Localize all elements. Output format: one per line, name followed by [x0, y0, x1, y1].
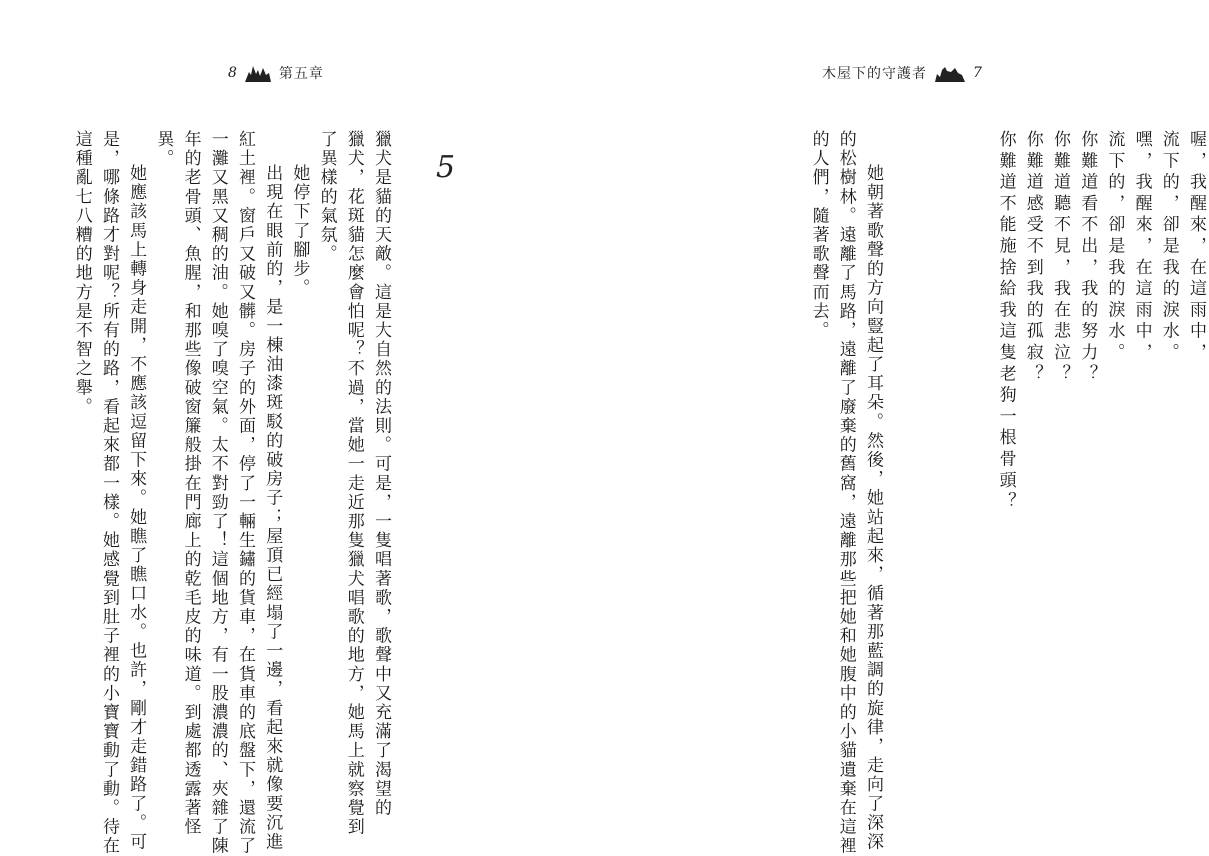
right-page-header	[822, 58, 982, 88]
body-line: 了異樣的氣氛。	[316, 130, 337, 264]
body-line: 她應該馬上轉身走開，不應該逗留下來。她瞧了瞧口水。也許，剛才走錯路了。可	[126, 164, 147, 852]
tree-cat-silhouette-icon	[243, 62, 273, 84]
poem-line: 流下的，卻是我的淚水。	[1104, 130, 1125, 365]
body-line: 的松樹林。遠離了馬路，遠離了廢棄的舊窩，遠離那些把她和她腹中的小貓遺棄在這裡	[835, 130, 856, 856]
right-page-number: 7	[973, 65, 982, 81]
book-title-header: 木屋下的守護者	[822, 66, 927, 82]
chapter-header: 第五章	[278, 66, 324, 82]
right-body-text	[804, 130, 886, 856]
right-page	[600, 0, 1206, 856]
body-line: 她朝著歌聲的方向豎起了耳朵。然後，她站起來，循著那藍調的旋律，走向了深深	[863, 164, 883, 852]
poem-line: 嘿，我醒來，在這雨中，	[1131, 130, 1152, 365]
poem-block	[991, 130, 1209, 513]
body-line: 是，哪條路才對呢？所有的路，看起來都一樣。她感覺到肚子裡的小寶寶動了動。待在	[98, 130, 119, 856]
chapter-number: 5	[436, 150, 456, 185]
left-page-header	[228, 58, 324, 88]
poem-line: 流下的，卻是我的淚水。	[1158, 130, 1179, 365]
poem-line: 你難道聽不見，我在悲泣？	[1049, 130, 1070, 386]
cat-silhouette-icon	[933, 62, 967, 84]
body-line: 出現在眼前的，是一棟油漆斑駁的破房子；屋頂已經塌了一邊，看起來就像要沉進	[262, 164, 283, 852]
body-line: 年的老骨頭、魚腥，和那些像破窗簾般掛在門廊上的乾毛皮的味道。到處都透露著怪	[180, 130, 201, 837]
body-line: 獵犬是貓的天敵。這是大自然的法則。可是，一隻唱著歌，歌聲中又充滿了渴望的	[371, 130, 391, 818]
body-line: 這種亂七八糟的地方是不智之舉。	[71, 130, 92, 417]
body-line: 異。	[153, 130, 174, 169]
body-line: 獵犬，花斑貓怎麼會怕呢？不過，當她一走近那隻獵犬唱歌的地方，她馬上就察覺到	[343, 130, 364, 837]
poem-line: 你難道看不出，我的努力？	[1077, 130, 1098, 386]
left-body-text	[68, 130, 394, 856]
body-line: 一灘又黑又稠的油。她嗅了嗅空氣。太不對勁了！這個地方，有一股濃濃的、夾雜了陳	[207, 130, 228, 856]
poem-line: 喔，我醒來，在這雨中，	[1186, 130, 1206, 365]
body-line: 紅土裡。窗戶又破又髒。房子的外面，停了一輛生鏽的貨車，在貨車的底盤下，還流了	[234, 130, 255, 856]
left-page-number: 8	[228, 65, 237, 81]
poem-line: 你難道感受不到我的孤寂？	[1022, 130, 1043, 386]
left-page	[0, 0, 600, 856]
poem-line: 你難道不能施捨給我這隻老狗一根骨頭？	[995, 130, 1016, 514]
body-line: 的人們，隨著歌聲而去。	[808, 130, 829, 341]
body-line: 她停下了腳步。	[289, 164, 310, 298]
